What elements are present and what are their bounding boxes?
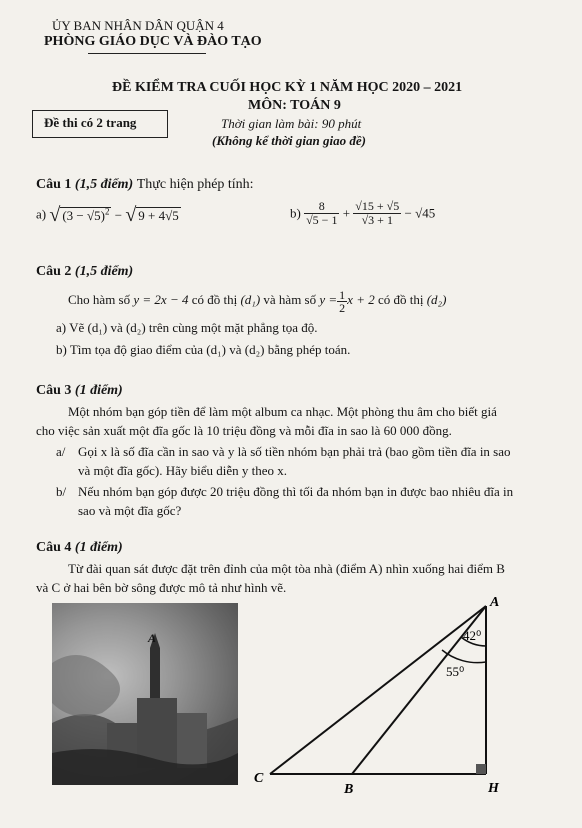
exam-time: Thời gian làm bài: 90 phút [221, 116, 362, 131]
q2-d2: (d₂) [426, 292, 447, 307]
q2-func2-tail: x + 2 [347, 292, 375, 307]
angle-55-label: 55⁰ [446, 664, 465, 679]
q1-b-num-1: 8 [304, 200, 339, 214]
q2-points: (1,5 điểm) [74, 264, 134, 279]
q3-b-label: b/ [56, 484, 67, 499]
building-photo-art [52, 603, 238, 785]
org-line-1: ỦY BAN NHÂN DÂN QUẬN 4 [52, 18, 224, 33]
q1-label: Câu 1 [36, 177, 72, 192]
q3-b-line-1: Nếu nhóm bạn góp được 20 triệu đồng thì tối đa nhóm bạn in được bao nhiêu đĩa in [78, 484, 514, 499]
q1-b-minus: − [404, 205, 412, 221]
exam-subject: MÔN: TOÁN 9 [248, 98, 341, 113]
q2-label: Câu 2 [36, 264, 72, 279]
q1-b-label: b) [290, 205, 301, 221]
q1-b-frac-1 [304, 200, 339, 227]
q4-para-1: Từ đài quan sát được đặt trên đỉnh của một tòa nhà (điểm A) nhìn xuống hai điểm B [68, 561, 505, 576]
segment-ac [270, 606, 486, 774]
q1-b-den-2: √3 + 1 [361, 213, 393, 227]
exam-title: ĐỀ KIỂM TRA CUỐI HỌC KỲ 1 NĂM HỌC 2020 – 2021 [112, 80, 463, 95]
vertex-a-label: A [490, 596, 500, 610]
q1-title [36, 177, 254, 193]
q2-intro [68, 284, 446, 316]
q2-func1: y = 2x − 4 [133, 292, 189, 307]
q3-para-1: Một nhóm bạn góp tiền để làm một album ca nhạc. Một phòng thu âm cho biết giá [68, 404, 497, 419]
pages-note: Đề thi có 2 trang [44, 115, 137, 130]
q2-item-a: a) Vẽ (d₁) và (d₂) trên cùng một mặt phẳng tọa độ. [56, 320, 318, 335]
q2-title [36, 264, 133, 280]
q2-half-num: 1 [339, 287, 346, 302]
q4-para-2: và C ở hai bên bờ sông được mô tả như hình vẽ. [36, 580, 287, 595]
q4-points: (1 điểm) [74, 540, 123, 555]
q2-y-eq: y = [319, 292, 338, 307]
q1-a-radicand-1 [60, 207, 111, 223]
q1-a: a) √ $(3 - √5)^2$ − √ 9 + 4√5 [36, 204, 179, 226]
triangle-figure [250, 596, 520, 800]
q1-b [290, 200, 435, 240]
q2-mid1: có đồ thị [191, 292, 238, 307]
q4-title [36, 540, 123, 556]
q3-label: Câu 3 [36, 383, 72, 398]
q1-b-den-1: √5 − 1 [306, 213, 338, 227]
q1-a-radicand-2: 9 + 4√5 [138, 207, 179, 223]
q1-a-expr1: (3 − √5) [62, 208, 105, 224]
q2-item-b: b) Tìm tọa độ giao điểm của (d₁) và (d₂) bằng phép toán. [56, 342, 351, 357]
angle-42-label: 42⁰ [463, 628, 482, 643]
building-photo [52, 603, 238, 785]
vertex-b-label: B [344, 782, 354, 797]
q3-para-2: cho việc sản xuất một đĩa gốc là 10 triệu đồng và mỗi đĩa in sao là 60 000 đồng. [36, 423, 452, 438]
q2-half [337, 289, 347, 314]
q2-d1: (d₁) [240, 292, 261, 307]
q3-title [36, 383, 123, 399]
photo-point-label: A [148, 631, 157, 645]
vertex-c-label: C [254, 771, 264, 786]
q1-points: (1,5 điểm) [74, 177, 134, 192]
q1-b-expr3: √45 [415, 205, 436, 221]
q2-half-den: 2 [339, 300, 346, 315]
q3-points: (1 điểm) [74, 383, 123, 398]
q2-mid3: có đồ thị [377, 292, 424, 307]
q1-a-minus: − [114, 207, 123, 223]
q2-mid2: và hàm số [263, 292, 317, 307]
q1-b-frac-2 [353, 200, 401, 227]
org-line-2: PHÒNG GIÁO DỤC VÀ ĐÀO TẠO [44, 34, 262, 49]
header-underline [88, 53, 206, 54]
q1-a-exponent: 2 [104, 206, 110, 217]
q3-a-line-1: Gọi x là số đĩa cần in sao và y là số tiền nhóm bạn phải trả (bao gồm tiền đĩa in sao [78, 444, 511, 459]
q2-intro-a: Cho hàm số [68, 292, 131, 307]
q3-a-label: a/ [56, 444, 66, 459]
q1-b-plus: + [342, 205, 351, 221]
q3-b-line-2: sao và một đĩa gốc? [78, 503, 182, 518]
q4-label: Câu 4 [36, 540, 72, 555]
q1-b-num-2: √15 + √5 [355, 199, 400, 213]
q1-a-label: a) [36, 206, 47, 222]
q3-a-line-2: và một đĩa gốc). Hãy biểu diễn y theo x. [78, 463, 288, 478]
vertex-h-label: H [488, 781, 499, 796]
exam-time-note: (Không kể thời gian giao đề) [212, 133, 366, 148]
right-angle-mark [476, 764, 486, 774]
q1-prompt: Thực hiện phép tính: [136, 177, 254, 192]
